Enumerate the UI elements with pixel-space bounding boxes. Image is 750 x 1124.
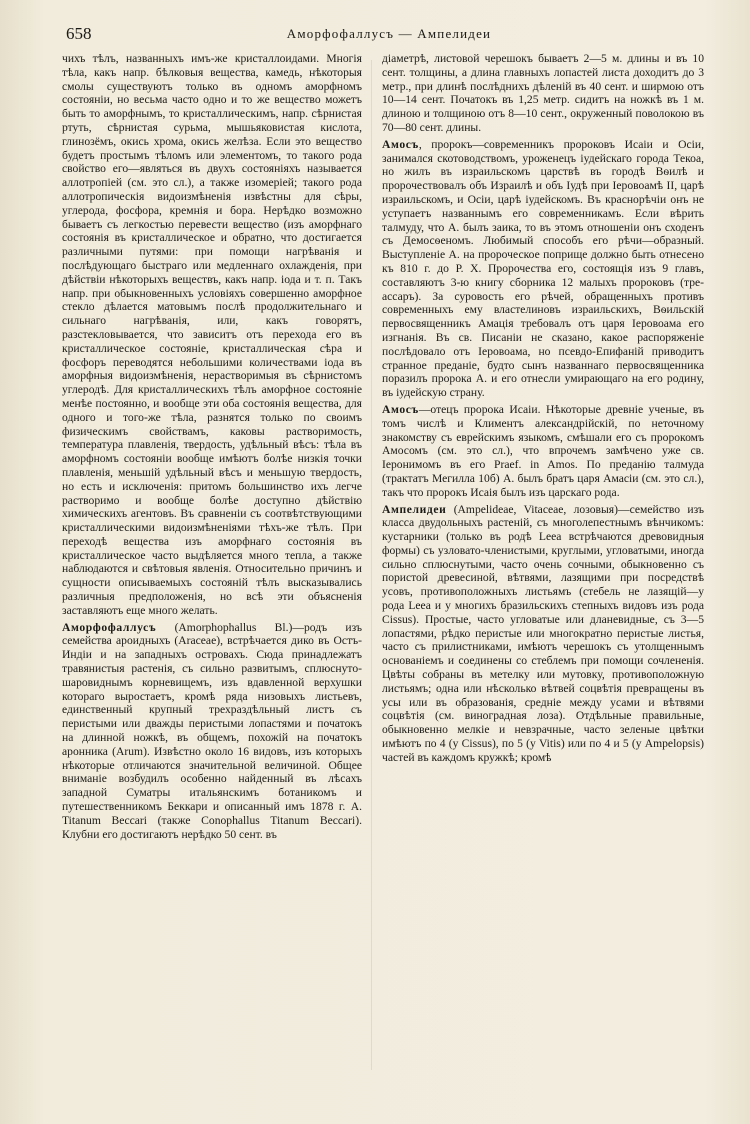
article-text: (Ampelideae, Vitaceae, лозовыя)—семейство изъ класса двудольныхъ растеній, съ многолепестнымъ вѣнчикомъ: кустарники (только въ родѣ Leea встрѣчаются древовидныя формы) съ узловато-членистыми, круглыми, угловатыми, иногда сильно сплюснутыми, часто очень сочными, обыкновенно съ пористой древесиной, вѣтвями, лазящими при посредствѣ усовъ, противоположныхъ листьямъ (стебель не лазящій—у рода Leea и у многихъ бразильскихъ степныхъ видовъ изъ рода Cissus). Простые, часто угловатые или дланевидные, съ 3—5 лопастями, рѣдко перистые или многократно перистые листья, часто съ прилистниками, имѣютъ черешокъ съ утолщеннымъ основаніемъ и соединены со стеблемъ при помощи сочлененія. Цвѣты собраны въ метелку или мутовку, противоположную листьямъ; одна или нѣсколько вѣтвей соцвѣтія превращены въ усы или въ образованія, средніе между усами и вѣтвями соцвѣтія (см. виноградная лоза). Отдѣльные правильные, обыкновенно мелкіе и невзрачные, часто зеленые цвѣтки имѣютъ по 4 (у Cissus), по 5 (у Vitis) или по 4 и 5 (у Ampelopsis) частей въ каждомъ кружкѣ; кромѣ [382,502,704,764]
article-headword: Аморфофаллусъ [62,620,157,634]
page-header [66,22,712,52]
article-text: (Amorphophallus Bl.)—родъ изъ семейства ароидныхъ (Araceae), встрѣчается дико въ Остъ-Индіи и на западныхъ островахъ. Сюда принадлежатъ травянистыя растенія, съ сильно развитымъ, сплюснуто-шаровиднымъ корневищемъ, изъ вдавленной верхушки котораго выростаетъ, кромѣ ряда низовыхъ листьевъ, единственный крупный трехраздѣльный листъ съ перистыми или дважды перистыми лопастями и початокъ на длинной ножкѣ, въ общемъ, похожій на початокъ аронника (Arum). Извѣстно около 16 видовъ, изъ которыхъ нѣкоторые отличаются значительной величиной. Общее вниманіе возбудилъ особенно найденный въ лѣсахъ западной Суматры итальянскимъ ботаникомъ и путешественникомъ Беккари и описанный имъ 1878 г. A. Titanum Beccari (также Conophallus Titanum Beccari). Клубни его достигаютъ нерѣдко 50 сент. въ [62,620,362,841]
article-paragraph [382,403,704,500]
running-head: Аморфофаллусъ — Ампелидеи [286,26,492,41]
right-column [382,52,704,764]
article-paragraph [62,621,362,842]
page-number: 658 [66,24,92,43]
column-divider [371,60,372,1070]
article-text: чихъ тѣлъ, названныхъ имъ-же кристаллоидами. Многія тѣла, какъ напр. бѣлковыя вещества, камедь, нѣкоторыя смолы существуютъ только въ одномъ аморфномъ состояніи, но весьма часто одно и то же вещество можетъ быть то аморфнымъ, то кристаллическимъ, напр. сѣрнистая ртуть, сѣрнистая сурьма, мышьяковистая кислота, глинозёмъ, окись хрома, окись желѣза. Если это вещество будетъ простымъ тѣломъ или элементомъ, то такого рода свойство его—являться въ двухъ состояніяхъ называется аллотропіей (см. это сл.), а также изомеріей; такого рода аллотропическія видоизмѣненія извѣстны для сѣры, углерода, фосфора, кремнія и бора. Нерѣдко возможно бываетъ съ легкостью перевести вещество (изъ аморфнаго состоянія въ кристаллическое и обратно, что достигается различными путями: при помощи нагрѣванія и послѣдующаго быстраго или медленнаго охлажденія, при дѣйствіи нѣкоторыхъ веществъ, какъ напр. іода и т. п. Такъ напр. при обыкновенныхъ условіяхъ совершенно аморфное стекло дѣлается матовымъ послѣ продолжительнаго и сильнаго нагрѣванія, или, какъ говорятъ, разстекловывается, что зависитъ отъ перехода его въ кристаллическое состояніе, кристаллическая сѣра и фосфоръ переводятся небольшими количествами іода въ аморфныя видоизмѣненія, нерастворимыя въ сѣрнистомъ углеродѣ. Для кристаллическихъ тѣлъ аморфное состояніе менѣе постоянно, и вообще эти оба состоянія вещества, для одного и того-же тѣла, разнятся только по своимъ физическимъ свойствамъ, каковы растворимость, температура плавленія, твердость, удѣльный вѣсъ: тѣла въ аморфномъ состояніи вообще имѣютъ болѣе низкія точки плавленія, меньшій удѣльный вѣсъ и меньшую твердость, но есть и исключенія: притомъ большинство ихъ легче растворимо и вообще болѣе доступно дѣйствію химическихъ агентовъ. Въ сравненіи съ соотвѣтствующими кристаллическими видоизмѣненіями тѣхъ-же тѣлъ. При переходѣ вещества изъ аморфнаго состоянія въ кристаллическое часто выдѣляется много тепла, а также наблюдаются и свѣтовыя явленія. Относительно причинъ и сущности описываемыхъ состояній тѣлъ высказывались различныя предположенія, но всѣ эти объясненія заставляютъ еще много желать. [62,52,362,617]
article-headword: Амосъ [382,402,419,416]
article-text: діаметрѣ, листовой черешокъ бываетъ 2—5 м. длины и въ 10 сент. толщины, а длина главныхъ лопастей листа доходитъ до 3 метр., при длинѣ послѣднихъ дѣленій въ 40 сент. и ширмою отъ 10—14 сент. Початокъ въ 1,25 метр. сидитъ на ножкѣ въ 1 м. длиною и толщиною отъ 8—10 сент., окруженный поволокою въ 70—80 сент. длины. [382,52,704,134]
article-paragraph [382,503,704,765]
article-paragraph [382,138,704,400]
article-paragraph [62,52,362,618]
article-paragraph [382,52,704,135]
article-text: —отецъ пророка Исаіи. Нѣкоторые древніе ученые, въ томъ числѣ и Климентъ александрійскій, по неточному знакомству съ еврейскимъ языкомъ, смѣшали его съ пророкомъ Амосомъ (см. это сл.), что впрочемъ замѣчено уже св. Іеронимомъ въ его Praef. in Amos. По преданію талмуда (трактатъ Мегилла 10б) А. былъ братъ царя Амасіи (см. это сл.), такъ что пророкъ Исаія былъ изъ царскаго рода. [382,402,704,499]
article-headword: Амосъ [382,137,419,151]
article-text: , пророкъ—современникъ пророковъ Исаіи и Осіи, занимался скотоводствомъ, уроженецъ іудейскаго города Текоа, но жилъ въ израильскомъ царствѣ въ городѣ Вѳилѣ и пророчествовалъ объ Израилѣ и объ Іудѣ при Іеровоамѣ II, царѣ израильскомъ, и Осіи, царѣ іудейскомъ. Въ краснорѣчіи онъ не уступаетъ названнымъ его современникамъ. Если вѣрить талмуду, что А. былъ заика, то въ этомъ отношеніи онъ сходенъ съ Демосѳеномъ. Любимый способъ его рѣчи—образный. Выступленіе А. на пророческое поприще должно быть отнесено къ 810 г. до Р. Х. Пророчества его, состоящія изъ 9 главъ, составляютъ 3-ю книгу сборника 12 малыхъ пророковъ (тре-ассаръ). За суровость его рѣчей, обращенныхъ противъ современныхъ ему властелиновъ израильскихъ, Вѳильскій первосвященникъ Амація требовалъ отъ царя Іеровоама его изгнанія. Въ св. Писаніи не сказано, какое распоряженіе послѣдовало отъ Іеровоама, но псевдо-Епифаній приводитъ странное преданіе, будто сынъ названнаго первосвященника поразилъ пророка А. и его отнесли умирающаго на его родину, въ іудейскую страну. [382,137,704,400]
left-column [62,52,362,1092]
article-headword: Ампелидеи [382,502,447,516]
